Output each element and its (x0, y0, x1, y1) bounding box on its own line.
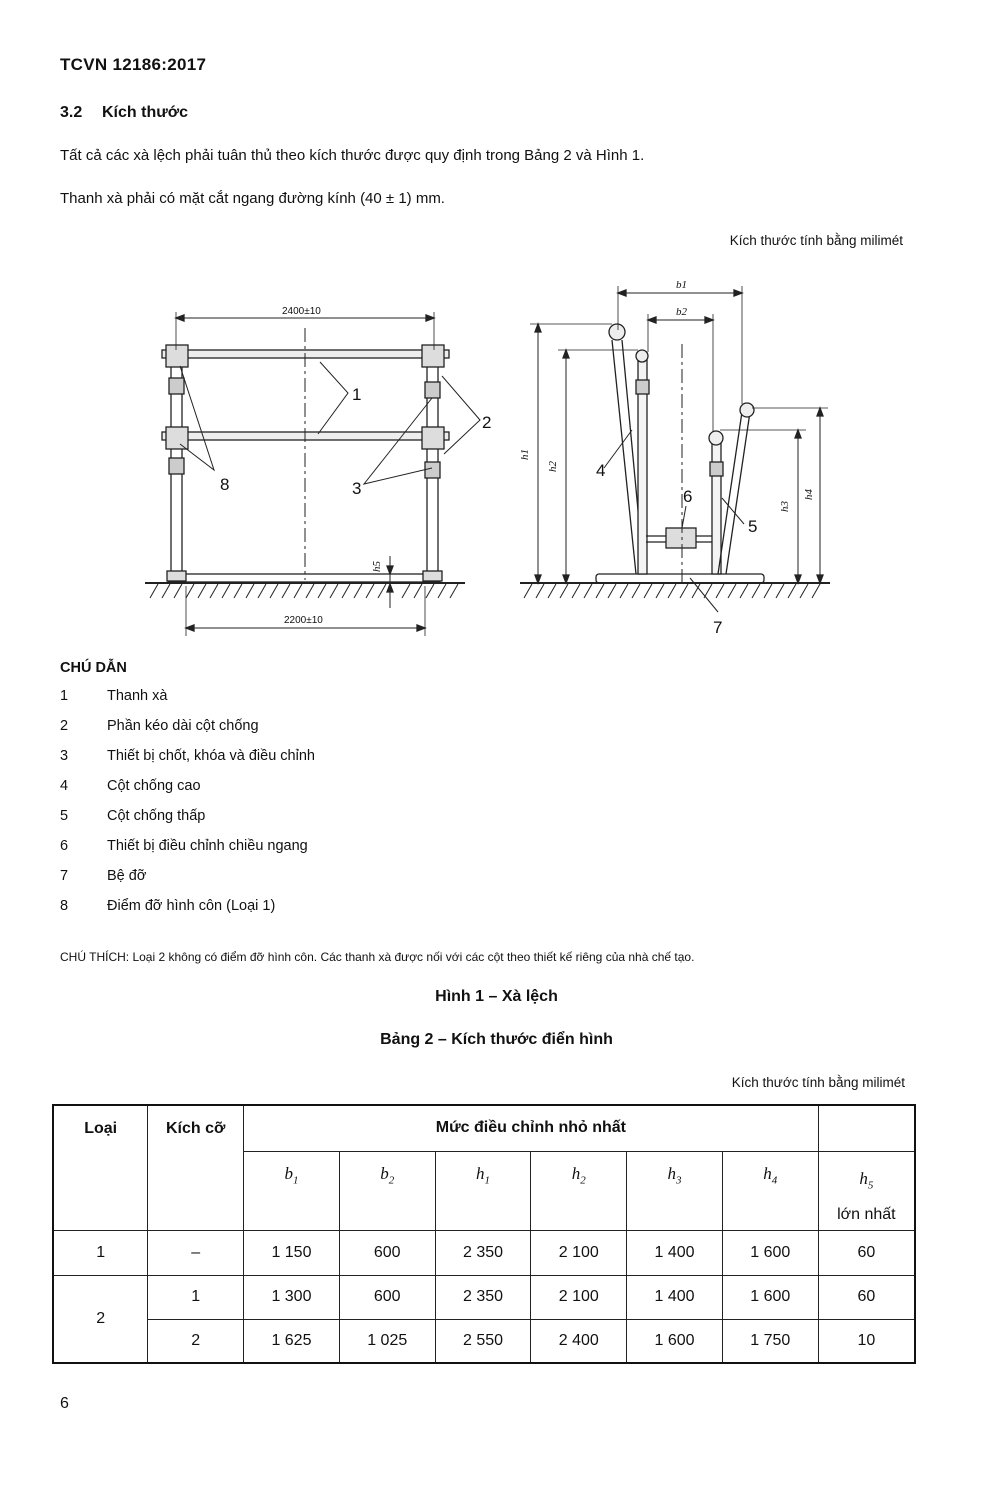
table-row (53, 1319, 915, 1363)
legend-text: Cột chống thấp (107, 808, 206, 824)
legend-item (60, 808, 315, 838)
cell-h3: 1 400 (627, 1275, 723, 1319)
legend-item (60, 778, 315, 808)
cell-h5: 60 (818, 1275, 915, 1319)
cell-h5: 60 (818, 1230, 915, 1275)
dim-bottom-label: 2200±10 (284, 615, 323, 626)
legend-num: 6 (60, 838, 69, 854)
header-h5-note: lớn nhất (837, 1205, 896, 1223)
page-number: 6 (60, 1395, 69, 1412)
legend-text: Thanh xà (107, 688, 168, 704)
callout-1: 1 (352, 385, 362, 404)
cell-h1: 2 350 (435, 1230, 531, 1275)
cell-h1: 2 550 (435, 1319, 531, 1363)
legend-title: CHÚ DẪN (60, 660, 127, 676)
cell-h2: 2 100 (531, 1275, 627, 1319)
units-note: Kích thước tính bằng milimét (729, 233, 903, 248)
note-text: CHÚ THÍCH: Loại 2 không có điểm đỡ hình côn. Các thanh xà được nối với các cột theo thiết kế riêng của nhà chế tạo. (60, 950, 695, 964)
legend-item (60, 868, 315, 898)
cell-h3: 1 400 (627, 1230, 723, 1275)
paragraph-1: Tất cả các xà lệch phải tuân thủ theo kích thước được quy định trong Bảng 2 và Hình 1. (60, 147, 645, 164)
cell-size: 1 (148, 1275, 244, 1319)
cell-b2: 600 (339, 1230, 435, 1275)
legend-num: 4 (60, 778, 69, 794)
legend-num: 5 (60, 808, 69, 824)
legend-num: 7 (60, 868, 69, 884)
section-title: Kích thước (102, 104, 189, 121)
legend-text: Điểm đỡ hình côn (Loại 1) (107, 898, 276, 914)
legend-num: 2 (60, 718, 69, 734)
legend-item (60, 718, 315, 748)
standard-id: TCVN 12186:2017 (60, 55, 207, 74)
callout-6: 6 (683, 487, 693, 506)
callout-8: 8 (220, 475, 230, 494)
callout-7: 7 (713, 618, 723, 637)
section-heading (60, 104, 188, 122)
dimensions-table (52, 1104, 916, 1364)
header-h4: $h_4$ (722, 1151, 818, 1230)
legend-text: Phần kéo dài cột chống (107, 718, 259, 734)
cell-b2: 1 025 (339, 1319, 435, 1363)
legend-num: 3 (60, 748, 69, 764)
callout-3: 3 (352, 479, 362, 498)
callout-5: 5 (748, 517, 758, 536)
cell-h2: 2 400 (531, 1319, 627, 1363)
table-header-row (53, 1105, 915, 1151)
cell-h2: 2 100 (531, 1230, 627, 1275)
dim-h2: h2 (547, 461, 559, 472)
cell-b1: 1 150 (244, 1230, 340, 1275)
header-h1: $h_1$ (435, 1151, 531, 1230)
header-min-adjust: Mức điều chỉnh nhỏ nhất (244, 1105, 819, 1151)
cell-type: 1 (53, 1230, 148, 1275)
dim-b1: b1 (676, 279, 687, 291)
table-row (53, 1275, 915, 1319)
legend-item (60, 688, 315, 718)
cell-size: 2 (148, 1319, 244, 1363)
cell-h4: 1 600 (722, 1275, 818, 1319)
legend-text: Thiết bị chốt, khóa và điều chỉnh (107, 748, 315, 764)
cell-h5: 10 (818, 1319, 915, 1363)
cell-h3: 1 600 (627, 1319, 723, 1363)
legend-item (60, 898, 315, 928)
header-h3: $h_3$ (627, 1151, 723, 1230)
cell-b2: 600 (339, 1275, 435, 1319)
header-empty (818, 1105, 915, 1151)
header-b2: $b_2$ (339, 1151, 435, 1230)
header-size: Kích cỡ (148, 1105, 244, 1230)
legend-num: 8 (60, 898, 69, 914)
paragraph-2: Thanh xà phải có mặt cắt ngang đường kính (40 ± 1) mm. (60, 190, 445, 207)
cell-h4: 1 750 (722, 1319, 818, 1363)
figure-caption: Hình 1 – Xà lệch (435, 988, 558, 1005)
cell-size: – (148, 1230, 244, 1275)
legend-num: 1 (60, 688, 69, 704)
cell-h4: 1 600 (722, 1230, 818, 1275)
legend-item (60, 748, 315, 778)
legend-list (60, 688, 315, 928)
dim-h1: h1 (519, 449, 531, 460)
cell-type: 2 (53, 1275, 148, 1363)
callout-4: 4 (596, 461, 606, 480)
dim-h5: h5 (371, 561, 383, 572)
header-h2: $h_2$ (531, 1151, 627, 1230)
legend-text: Cột chống cao (107, 778, 201, 794)
legend-text: Bệ đỡ (107, 868, 147, 884)
table-caption: Bảng 2 – Kích thước điển hình (380, 1031, 613, 1048)
table-units-note: Kích thước tính bằng milimét (731, 1075, 905, 1090)
dim-b2: b2 (676, 306, 687, 318)
cell-b1: 1 300 (244, 1275, 340, 1319)
section-number: 3.2 (60, 104, 83, 121)
table-row (53, 1230, 915, 1275)
dim-h3: h3 (779, 501, 791, 512)
callout-2: 2 (482, 413, 492, 432)
cell-h1: 2 350 (435, 1275, 531, 1319)
legend-item (60, 838, 315, 868)
cell-b1: 1 625 (244, 1319, 340, 1363)
header-type: Loại (53, 1105, 148, 1230)
header-h5: $h_5$ lớn nhất (818, 1151, 915, 1230)
legend-text: Thiết bị điều chỉnh chiều ngang (107, 838, 308, 854)
figure-1-drawing (120, 262, 860, 647)
header-b1: $b_1$ (244, 1151, 340, 1230)
dim-h4: h4 (803, 489, 815, 500)
dim-top-label: 2400±10 (282, 306, 321, 317)
